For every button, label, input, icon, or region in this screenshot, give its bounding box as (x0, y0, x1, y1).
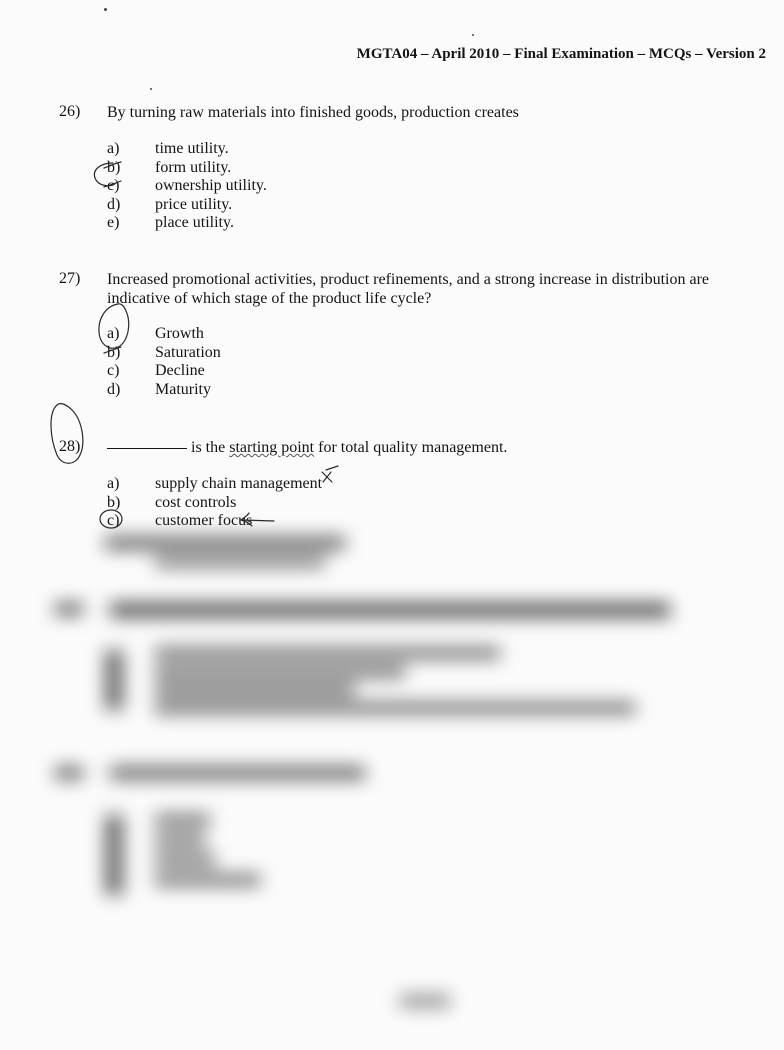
blurred-line (105, 815, 123, 895)
blurred-line (110, 603, 670, 617)
option-text: place utility. (155, 214, 234, 231)
blurred-line (155, 557, 325, 567)
question-number: 26) (59, 103, 81, 120)
question-number: 28) (59, 438, 81, 455)
blurred-line (155, 835, 205, 845)
blurred-line (105, 650, 123, 710)
option-text: Maturity (155, 380, 211, 398)
blurred-line (155, 648, 500, 658)
blurred-line (155, 685, 355, 695)
option-letter: a) (107, 325, 120, 342)
option-letter: c) (107, 362, 120, 379)
option-letter: a) (107, 140, 120, 157)
option-text: supply chain management (155, 475, 323, 492)
pencil-circle-28 (51, 404, 83, 464)
question-number: 27) (59, 270, 81, 287)
option-letter: c) (107, 512, 120, 529)
blurred-line (400, 995, 450, 1007)
blurred-line (155, 815, 210, 825)
blurred-line (155, 703, 635, 713)
option-letter: b) (107, 343, 121, 361)
pencil-x-mark (322, 466, 338, 482)
blurred-line (55, 767, 83, 779)
option-text: Saturation (155, 343, 221, 361)
option-text: price utility. (155, 195, 233, 213)
option-letter: a) (107, 475, 120, 492)
option-letter: d) (107, 195, 121, 213)
option-text: Growth (155, 325, 204, 342)
blurred-line (155, 875, 260, 885)
exam-header: MGTA04 – April 2010 – Final Examination – MCQs – Version 2 (356, 46, 766, 62)
option-text: cost controls (155, 493, 237, 511)
pencil-circle-26 (94, 163, 116, 186)
question-text-line-2: indicative of which stage of the product life cycle? (107, 290, 432, 307)
question-text: By turning raw materials into finished goods, production creates (107, 104, 519, 121)
blurred-region (0, 525, 784, 945)
option-text: Decline (155, 362, 205, 379)
blurred-line (155, 667, 405, 677)
blurred-line (155, 855, 215, 865)
option-letter: e) (107, 214, 120, 231)
option-letter: c) (107, 177, 120, 194)
blurred-line (110, 767, 365, 779)
blurred-line (105, 537, 345, 549)
pencil-circle-27a (99, 304, 129, 348)
question-text-line-1: Increased promotional activities, product refinements, and a strong increase in distribution are (107, 271, 710, 288)
option-text: ownership utility. (155, 177, 267, 194)
option-text: customer focus (155, 512, 253, 529)
pencil-strike-26c (104, 181, 121, 187)
option-text: time utility. (155, 140, 229, 157)
blurred-line (55, 603, 83, 615)
option-letter: b) (107, 493, 121, 511)
option-text: form utility. (155, 158, 232, 176)
question-text-underlined: starting point (229, 439, 315, 456)
question-text-after: for total quality management. (314, 439, 508, 456)
option-letter: d) (107, 380, 121, 398)
question-text-before: is the (191, 439, 230, 456)
option-letter: b) (107, 158, 121, 176)
